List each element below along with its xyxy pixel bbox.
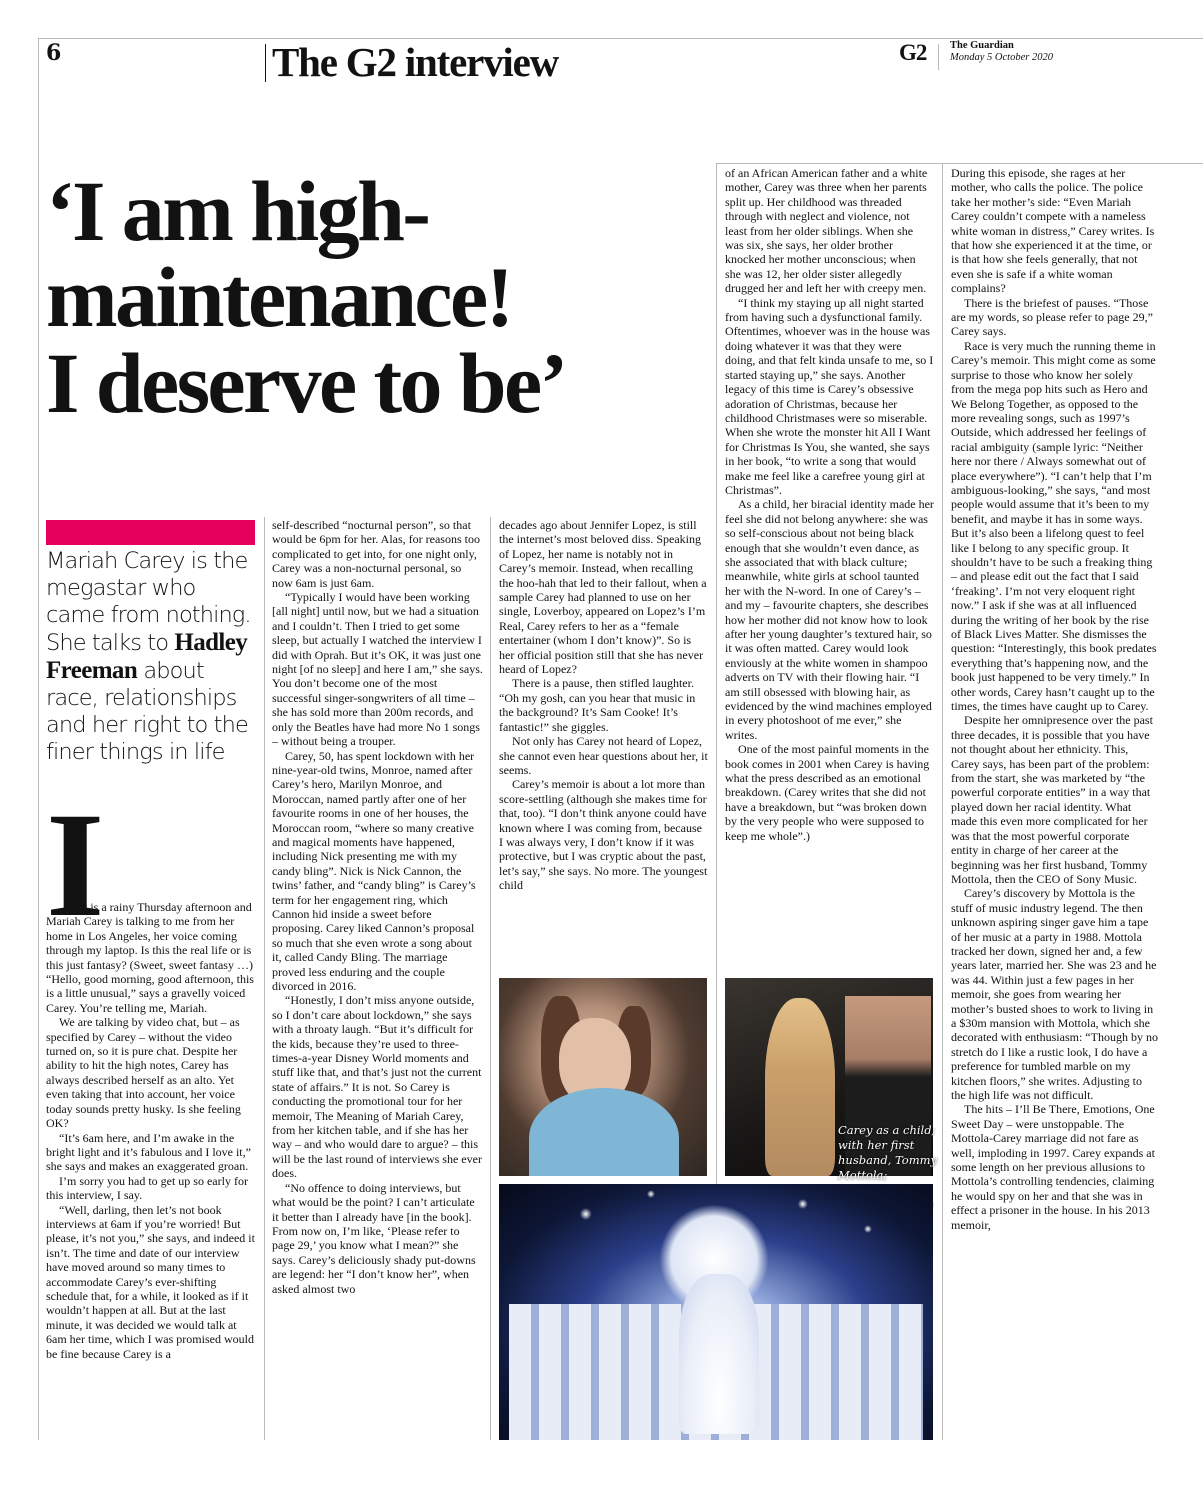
paragraph: t is a rainy Thursday afternoon and Mariah Carey is talking to me from her home in Los Angeles, her voice coming through my laptop. Is this the real life or is this just fantasy? (Sweet, sweet fantasy …) “Hello, good morning, good afternoon, this is a little unusual,” says a gravelly voiced Carey. You’re telling me, Mariah. [46,900,254,1015]
paragraph: We are talking by video chat, but – as specified by Carey – without the video turned on, so it is pure chat. Despite her ability to hit the high notes, Carey has always described herself as an alto. Yet even taking that into account, her voice today sounds pretty husky. Is she feeling OK? [46,1015,241,1131]
photo-madison-square-garden-concert [499,1184,933,1440]
paragraph: Carey, 50, has spent lockdown with her nine-year-old twins, Monroe, named after Carey’s hero, Marilyn Monroe, and Moroccan, named partly after one of her favourite rooms in one of her houses, the Moroccan room, “where so many creative and magical moments have happened, including Nick presenting me with my candy bling”. Nick is Nick Cannon, the twins’ father, and “candy bling” is Carey’s term for her engagement ring, which Cannon hid inside a sweet before proposing. Carey liked Cannon’s proposal so much that she even wrote a song about it, called Candy Bling. The marriage proved less enduring and the couple divorced in 2016. [272,748,476,993]
paragraph: Carey’s discovery by Mottola is the stuff of music industry legend. The then unknown aspiring singer gave him a tape of her music at a party in 1988. Mottola tracked her down, signed her and, a few years later, married her. She was 23 and he was 44. Within just a few pages in her memoir, she goes from wearing her mother’s busted shoes to work to living in a $30m mansion with Mottola, which she decorated with enthusiasm: “Though by no stretch do I like a rustic look, I do have a preference for tumbled marble on my kitchen floors,” she writes. Adjusting to the high life was not difficult. [951,886,1158,1102]
masthead-divider [938,44,939,70]
top-rule [38,38,1203,39]
article-headline: ‘I am high- maintenance! I deserve to be’ [46,163,566,431]
paragraph: The hits – I’ll Be There, Emotions, One Sweet Day – were unstoppable. The Mottola-Carey marriage did not fare as well, imploding in 1997. Carey expands at some length on her previous allusions to Mottola’s controlling tendencies, claiming he would spy on her and that she was in effect a prisoner in the house. In his 2013 memoir, [951,1102,1155,1232]
accent-bar [46,520,255,545]
page-number: 6 [46,40,62,66]
paragraph: Carey’s memoir is about a lot more than score-settling (although she makes time for that, too). “I don’t think anyone could have known where I was coming from, because I was always very, I don’t know if it was protective, but I was cryptic about the past, let’s say,” she says. No more. The youngest child [499,777,708,893]
article-column-5 [951,166,1159,1232]
paragraph: “Honestly, I don’t miss anyone outside, so I don’t care about lockdown,” she says with a throaty laugh. “But it’s difficult for the kids, because they’re used to three-times-a-year Disney World moments and stuff like that, and that’s just not the current state of affairs.” It is not. So Carey is conducting the promotional tour for her memoir, The Meaning of Mariah Carey, from her kitchen table, and if she has her way – and who would dare to argue? – this will be the last round of interviews she ever does. [272,993,482,1181]
newspaper-name: The Guardian [950,40,1014,51]
section-title: The G2 interview [272,39,558,85]
paragraph: I’m sorry you had to get up so early for this interview, I say. [46,1173,248,1203]
paragraph: Race is very much the running theme in Carey’s memoir. This might come as some surprise to those who know her solely from the mega pop hits such as Hero and We Belong Together, as opposed to the more revealing songs, such as 1997’s Outside, which addressed her feelings of racial ambiguity (sample lyric: “Neither here nor there / Always somewhat out of place everywhere”). “I can’t help that I’m ambiguous-looking,” she says, “and most people would assume that it’s been to my benefit, and maybe it has in some ways. But it’s also been a lifelong quest to feel like I belong to any specific group. It shouldn’t have to be such a freaking thing – and please edit out the fact that I said ‘freaking’. I’m not very eloquent right now.” I ask if she was at all influenced during the writing of her book by the rise of Black Lives Matter. She dismisses the question: “Interestingly, this book predates everything that’s happening now, and the book just happened to be very timely.” In other words, Carey hasn’t caught up to the times, the times have caught up to Carey. [951,338,1157,714]
article-column-3 [499,518,708,893]
g2-logo: G2 [899,40,927,65]
author-name: Hadley Freeman [46,629,248,684]
article-column-2 [272,518,483,1296]
section-title-rule [265,44,266,82]
drop-cap: I [46,782,101,948]
publication-date: Monday 5 October 2020 [950,52,1053,63]
paragraph: There is the briefest of pauses. “Those are my words, so please refer to page 29,” Carey says. [951,295,1153,339]
column-rule [490,517,491,1440]
standfirst [46,548,258,766]
paragraph: “No offence to doing interviews, but what would be the point? I can’t articulate it better than I already have [in the book]. From now on, I’m like, ‘Please refer to page 29,’ you know what I mean?” she says. Carey’s deliciously shady put-downs are legend: her “I don’t know her”, when asked almost two [272,1180,476,1296]
article-column-1 [46,900,256,1361]
left-rule [38,38,39,1440]
paragraph: decades ago about Jennifer Lopez, is still the internet’s most beloved diss. Speaking of Lopez, her name is notably not in Carey’s memoir. Instead, when recalling the hoo-hah that led to their fallout, when a sample Carey had planned to use on her single, Loverboy, appeared on Lopez’s I’m Real, Carey refers to her as a “female entertainer (whom I don’t know)”. So is her official position still that she has never heard of Lopez? [499,518,707,677]
paragraph: “Typically I would have been working [all night] until now, but we had a situation and I couldn’t. Then I tried to get some sleep, but actually I watched the interview I did with Oprah. But it’s OK, it was just one night [of no sleep] and here I am,” she says. You don’t become one of the most successful singer-songwriters of all time – she has sold more than 200m records, and only the Beatles have had more No 1 songs – without being a trouper. [272,590,483,749]
column-rule [942,163,943,1440]
column-rule [264,517,265,1440]
photo-caption: Carey as a child; with her first husband, Tommy Mottola; [838,1123,938,1182]
standfirst-text-end: about race, relationships and her right to the finer things in life [46,658,248,765]
paragraph: “I think my staying up all night started from having such a dysfunctional family. Oftentimes, whoever was in the house was doing whatever it was that they were doing, and that felt kinda unsafe to me, so I started staying up,” she says. Another legacy of this time is Carey’s obsessive adoration of Christmas, because her childhood Christmases were so miserable. When she wrote the monster hit All I Want for Christmas Is You, she wanted, she says in her book, “to write a song that would make me feel like a carefree young girl at Christmas”. [725,295,934,497]
paragraph: During this episode, she rages at her mother, who calls the police. The police take her mother’s side: “Even Mariah Carey couldn’t compete with a nameless white woman in distress,” Carey writes. Is that how she experienced it at the time, or is that how she feels generally, that not even she is safe if a white woman complains? [951,166,1155,296]
paragraph: One of the most painful moments in the book comes in 2001 when Carey is having what the press described as an emotional breakdown. (Carey writes that she did not have a breakdown, but “was broken down by the very people who were supposed to keep me whole”.) [725,742,930,843]
paragraph: There is a pause, then stifled laughter. “Oh my gosh, can you hear that music in the background? It’s Sam Cooke! It’s fantastic!” she giggles. [499,676,696,734]
paragraph: Despite her omnipresence over the past three decades, it is possible that you have not thought about her ethnicity. This, Carey says, has been part of the problem: from the start, she was marketed by “the powerful corporate entities” in a way that played down her racial identity. What made this even more complicated for her was that the most powerful corporate entity in charge of her career at the beginning was her first husband, Tommy Mottola, then the CEO of Sony Music. [951,713,1153,886]
article-column-4 [725,166,934,843]
paragraph: self-described “nocturnal person”, so that would be 6pm for her. Alas, for reasons too complicated to get into, for one night only, Carey was a non-nocturnal personal, so now 6am is just 6am. [272,518,480,590]
column-top-rule [716,163,1203,164]
photo-carey-as-child [499,978,707,1176]
paragraph: “It’s 6am here, and I’m awake in the bright light and it’s fabulous and I love it,” she says and makes an exaggerated groan. [46,1130,251,1174]
standfirst-text: Mariah Carey is the megastar who came from nothing. She talks to [46,548,251,656]
paragraph: As a child, her biracial identity made her feel she did not belong anywhere: she was so self-conscious about not being black enough that she wouldn’t even dance, as she associated that with black culture; meanwhile, white girls at school taunted her with the N-word. In one of Carey’s – and my – favourite chapters, she describes how her mother did not know how to look after her young daughter’s textured hair, so it was often matted. Carey would look enviously at the white women in shampoo adverts on TV with their flowing hair. “I am still obsessed with blowing hair, as evidenced by the wind machines employed in every photoshoot of me ever,” she writes. [725,497,934,742]
paragraph: of an African American father and a white mother, Carey was three when her parents split up. Her childhood was threaded through with neglect and violence, not least from her older siblings. When she was six, she says, her older brother knocked her mother unconscious; when she was 12, her older sister allegedly drugged her and left her with creepy men. [725,166,928,296]
paragraph: Not only has Carey not heard of Lopez, she cannot even hear questions about her, it seems. [499,734,708,777]
paragraph: “Well, darling, then let’s not book interviews at 6am if you’re worried! But please, it’s not you,” she says, and indeed it isn’t. The time and date of our interview have moved around so many times to accommodate Carey’s ever-shifting schedule that, for a while, it looked as if it wouldn’t happen at all. But at the last minute, it was decided we would talk at 6am her time, which I was promised would be fine because Carey is a [46,1202,255,1361]
